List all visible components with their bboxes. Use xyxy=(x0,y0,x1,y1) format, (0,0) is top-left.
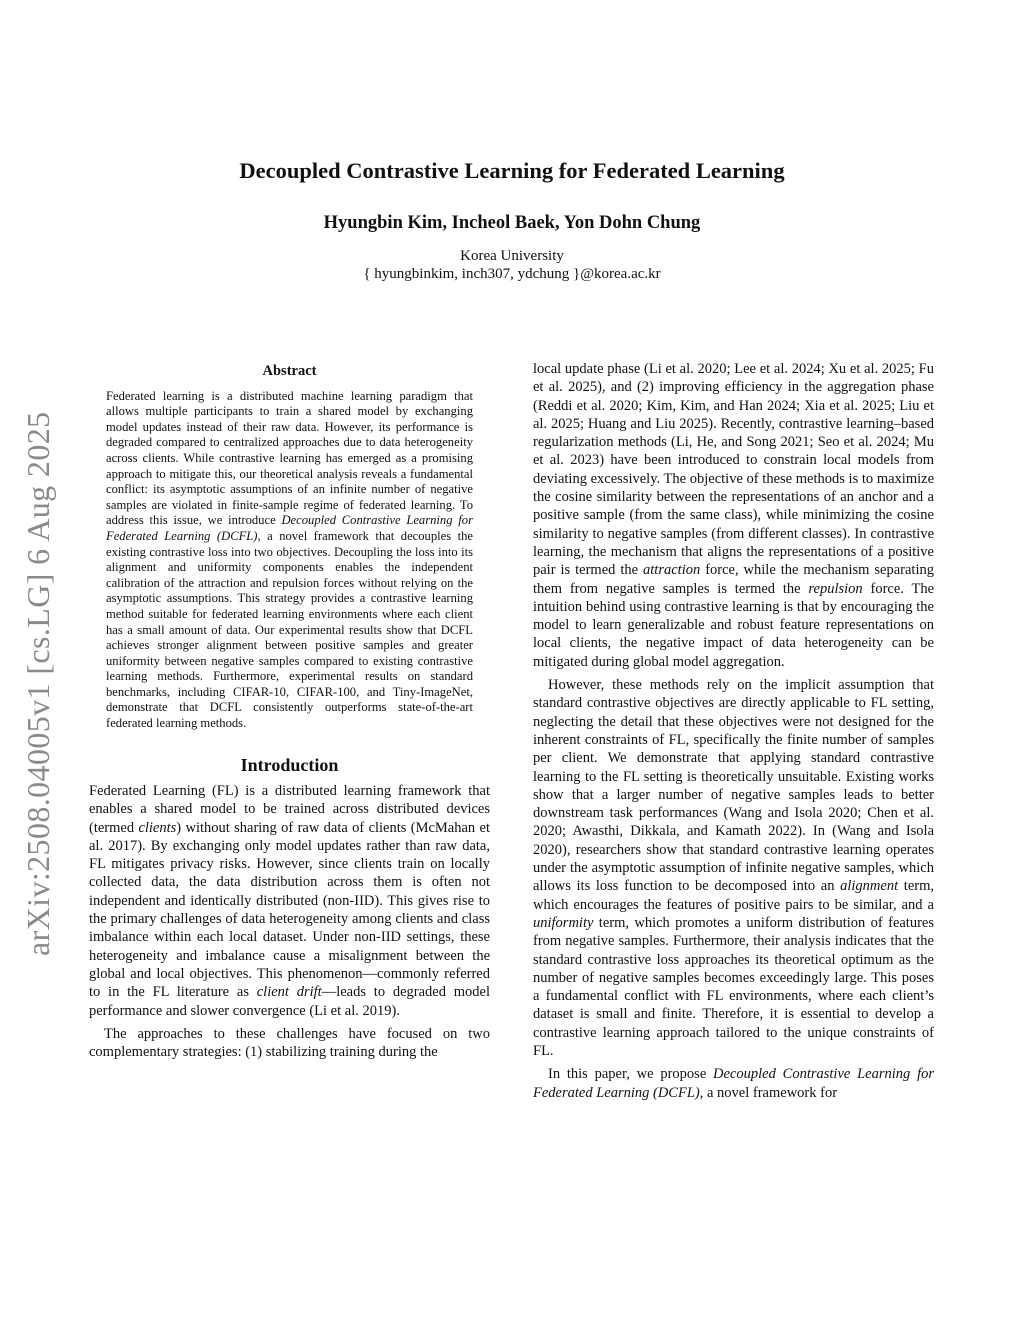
arxiv-identifier-text: arXiv:2508.04005v1 [cs.LG] 6 Aug 2025 xyxy=(20,411,56,956)
author-affiliation-block xyxy=(0,247,1024,283)
affiliation: Korea University xyxy=(460,248,564,264)
intro-paragraph-5: In this paper, we propose Decoupled Contrastive Learning for Federated Learning (DCFL), a novel framework for xyxy=(533,1066,934,1101)
intro-paragraph-3: local update phase (Li et al. 2020; Lee et al. 2024; Xu et al. 2025; Fu et al. 2025), and (2) improving efficiency in the aggregation phase (Reddi et al. 2020; Kim, Kim, and Han 2024; Xia et al. 2025; Liu et al. 2025; Huang and Liu 2025). Recently, contrastive learning–based regularization methods (Li, He, and Song 2021; Seo et al. 2024; Mu et al. 2023) have been introduced to constrain local models from deviating excessively. The objective of these methods is to maximize the cosine similarity between the representations of an anchor and a positive sample (from the same class), while minimizing the cosine similarity to negative samples (from different classes). In contrastive learning, the mechanism that aligns the representations of a positive pair is termed the attraction force, while the mechanism separating them from negative samples is termed the repulsion force. The intuition behind using contrastive learning is that by encouraging the model to learn generalizable and robust feature representations on local clients, the negative impact of data heterogeneity can be mitigated during global model aggregation. xyxy=(533,361,935,670)
left-column xyxy=(89,360,490,1061)
paper-title: Decoupled Contrastive Learning for Federated Learning xyxy=(239,158,785,183)
abstract-text: Federated learning is a distributed machine learning paradigm that allows multiple participants to train a shared model by exchanging model updates instead of their raw data. However, its performance is degraded compared to centralized approaches due to data heterogeneity across clients. While contrastive learning has emerged as a promising approach to mitigate this, our theoretical analysis reveals a fundamental conflict: its asymptotic assumptions of an infinite number of negative samples are violated in finite-sample regime of federated learning. To address this issue, we introduce Decoupled Contrastive Learning for Federated Learning (DCFL), a novel framework that decouples the existing contrastive loss into two objectives. Decoupling the loss into its alignment and uniformity components enables the independent calibration of the attraction and repulsion forces without relying on the asymptotic assumptions. This strategy provides a contrastive learning method suitable for federated learning environments where each client has a small amount of data. Our experimental results show that DCFL achieves stronger alignment between positive samples and greater uniformity between negative samples compared to existing contrastive learning methods. Furthermore, experimental results on standard benchmarks, including CIFAR-10, CIFAR-100, and Tiny-ImageNet, demonstrate that DCFL consistently outperforms state-of-the-art federated learning methods. xyxy=(106,388,474,731)
intro-paragraph-1: Federated Learning (FL) is a distributed learning framework that enables a shared model to be trained across distributed devices (termed clients) without sharing of raw data of clients (McMahan et al. 2017). By exchanging only model updates rather than raw data, FL mitigates privacy risks. However, since clients train on locally collected data, the data distribution across them is often not independent and identically distributed (non-IID). This gives rise to the primary challenges of data heterogeneity among clients and class imbalance within each local dataset. Under non-IID settings, these heterogeneity and imbalance cause a misalignment between the global and local objectives. This phenomenon—commonly referred to in the FL literature as client drift—leads to degraded model performance and slower convergence (Li et al. 2019). xyxy=(89,782,491,1019)
paper-authors: Hyungbin Kim, Incheol Baek, Yon Dohn Chung xyxy=(323,213,701,233)
introduction-heading: Introduction xyxy=(240,754,339,775)
intro-paragraph-2: The approaches to these challenges have focused on two complementary strategies: (1) stabilizing training during the xyxy=(89,1025,490,1061)
arxiv-identifier-stamp xyxy=(12,378,68,958)
intro-paragraph-4: However, these methods rely on the implicit assumption that standard contrastive objectives are directly applicable to FL setting, neglecting the detail that these objectives were not designed for the inherent constraints of FL, specifically the finite number of samples per client. We demonstrate that applying standard contrastive learning to the FL setting is theoretically unsuitable. Existing works show that a larger number of negative samples leads to better downstream task performances (Wang and Isola 2020; Chen et al. 2020; Awasthi, Dikkala, and Kamath 2022). In (Wang and Isola 2020), researchers show that standard contrastive learning operates under the asymptotic assumption of infinite negative samples, which allows its loss function to be decomposed into an alignment term, which encourages the features of positive pairs to be similar, and a uniformity term, which promotes a uniform distribution of features from negative samples. Furthermore, their analysis indicates that the standard contrastive loss approaches its theoretical optimum as the number of negative samples becomes exceedingly large. This poses a fundamental conflict with FL environments, where each client’s dataset is small and finite. Therefore, it is essential to develop a contrastive learning approach tailored to the unique constraints of FL. xyxy=(533,677,934,1059)
abstract-heading: Abstract xyxy=(262,363,317,379)
abstract-section xyxy=(106,364,473,732)
author-emails: { hyungbinkim, inch307, ydchung }@korea.ac.kr xyxy=(363,266,661,282)
right-column xyxy=(533,360,934,1102)
